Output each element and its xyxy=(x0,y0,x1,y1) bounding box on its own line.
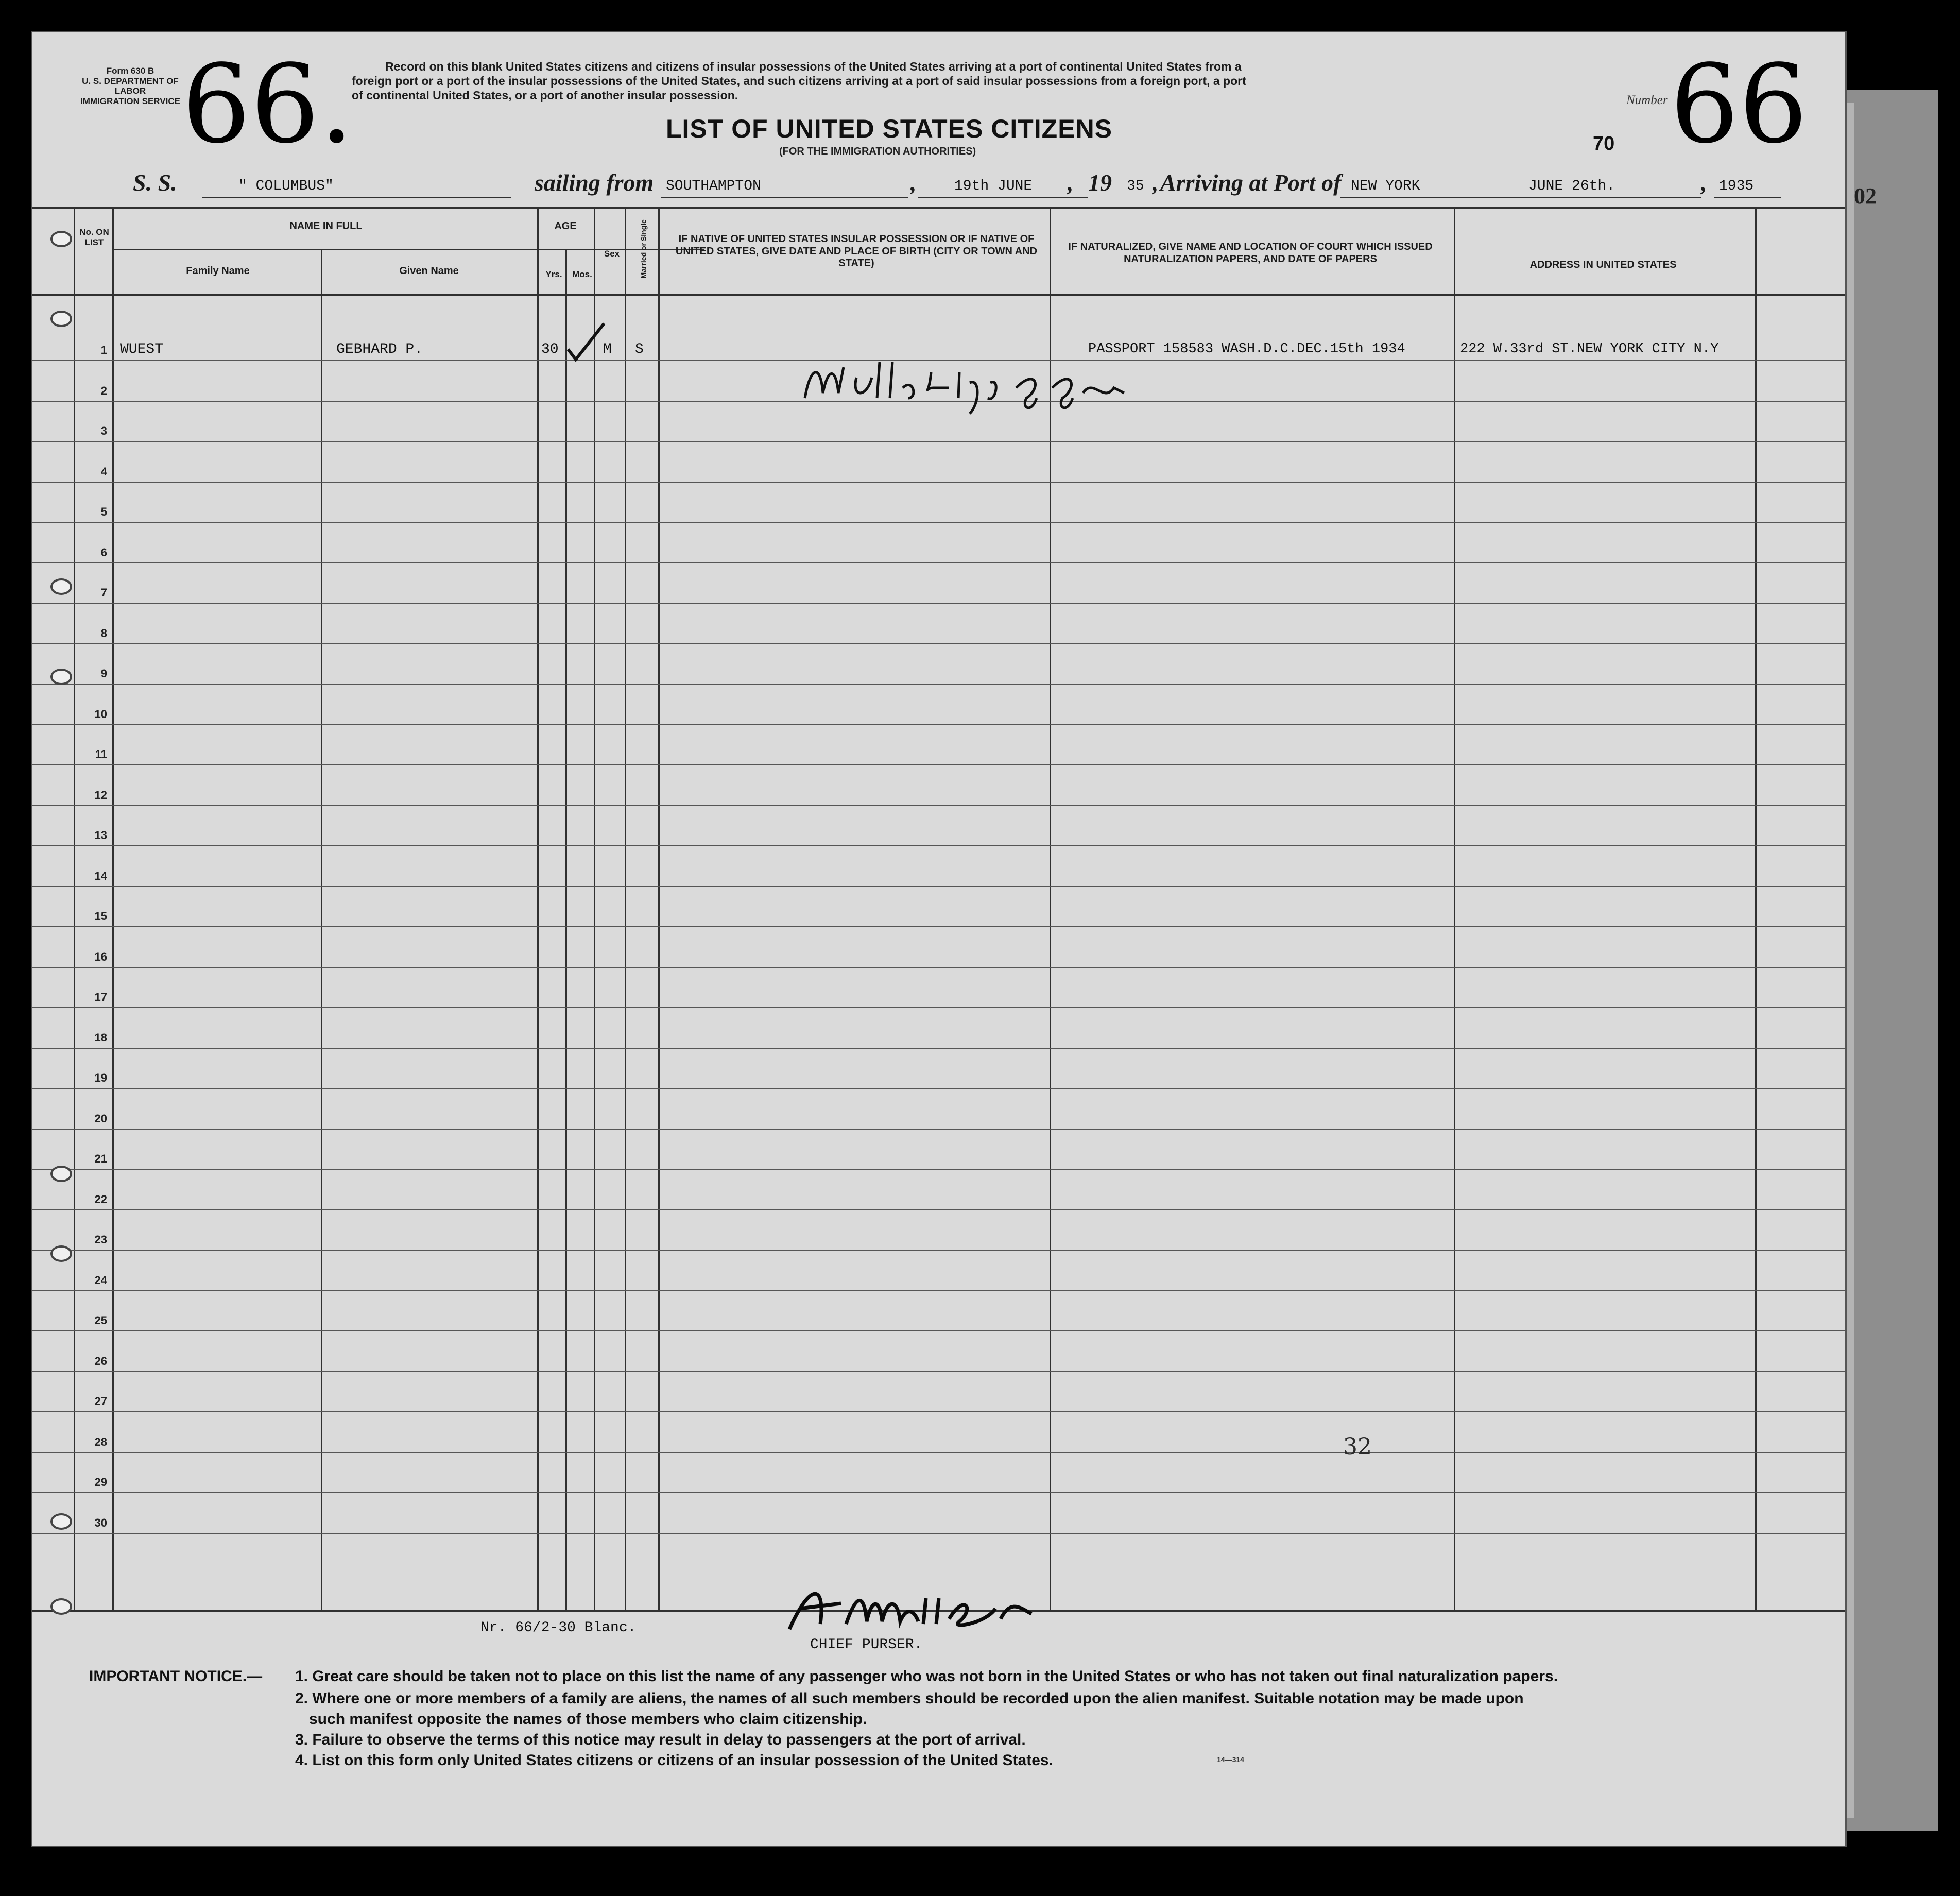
row-number: 5 xyxy=(100,505,107,518)
row-rule xyxy=(32,724,1845,725)
row-number: 13 xyxy=(94,829,107,842)
ship-underline xyxy=(202,197,511,198)
col-family-header: Family Name xyxy=(186,265,250,277)
row-rule xyxy=(32,1007,1845,1008)
row-rule xyxy=(32,1290,1845,1291)
row-number: 29 xyxy=(94,1476,107,1489)
col-age-header: AGE xyxy=(554,220,577,232)
row-rule xyxy=(32,1129,1845,1130)
row-rule xyxy=(32,886,1845,887)
binder-hole xyxy=(50,1245,72,1262)
row-number: 3 xyxy=(100,424,107,437)
row-marital: S xyxy=(635,341,644,357)
row-sex: M xyxy=(603,341,612,357)
row-naturalization: PASSPORT 158583 WASH.D.C.DEC.15th 1934 xyxy=(1088,341,1405,357)
row-number: 30 xyxy=(94,1516,107,1529)
arrival-port-underline xyxy=(1340,197,1701,198)
col-yrs-header: Yrs. xyxy=(545,269,562,279)
ss-label: S. S. xyxy=(133,169,177,196)
arrival-year: 1935 xyxy=(1719,178,1754,194)
sail-year: 35 xyxy=(1127,178,1144,194)
arrival-port: NEW YORK xyxy=(1351,178,1420,194)
row-number: 2 xyxy=(100,384,107,397)
form-id-line: IMMIGRATION SERVICE xyxy=(80,96,180,106)
row-number: 22 xyxy=(94,1193,107,1206)
ship-name: " COLUMBUS" xyxy=(238,178,334,194)
col-native-header: IF NATIVE OF UNITED STATES INSULAR POSSESSION OR IF NATIVE OF UNITED STATES, GIVE DATE AND PLACE OF BIRTH (CITY OR TOWN AND STATE) xyxy=(675,233,1038,269)
col-married-header: Married or Single xyxy=(639,219,648,279)
row-number: 17 xyxy=(94,990,107,1003)
notice-item: 2. Where one or more members of a family are aliens, the names of all such members should be recorded upon the alien manifest. Suitable notation may be made upon xyxy=(295,1690,1524,1707)
number-label: Number xyxy=(1626,93,1668,107)
row-rule xyxy=(32,441,1845,442)
row-address: 222 W.33rd ST.NEW YORK CITY N.Y xyxy=(1460,341,1719,357)
small-number: 70 xyxy=(1593,133,1615,155)
row-number: 18 xyxy=(94,1031,107,1044)
instruction-line: of continental United States, or a port of another insular possession. xyxy=(352,89,738,103)
row-rule xyxy=(32,764,1845,765)
row-given-name: GEBHARD P. xyxy=(336,341,423,357)
notice-item: 3. Failure to observe the terms of this notice may result in delay to passengers at the port of arrival. xyxy=(295,1731,1026,1748)
notice-item: 1. Great care should be taken not to place on this list the name of any passenger who was not born in the United States or who has not taken out final naturalization papers. xyxy=(295,1668,1558,1685)
row-number: 7 xyxy=(100,586,107,599)
table-top-border xyxy=(32,207,1845,209)
signature-title: CHIEF PURSER. xyxy=(810,1637,923,1653)
row-rule xyxy=(32,1411,1845,1412)
row-number: 15 xyxy=(94,910,107,923)
row-rule xyxy=(32,1169,1845,1170)
row-age: 30 xyxy=(541,341,559,357)
col-address-header: ADDRESS IN UNITED STATES xyxy=(1529,259,1677,270)
row-rule xyxy=(32,684,1845,685)
arrival-date: JUNE 26th. xyxy=(1528,178,1615,194)
instructions xyxy=(352,59,1246,103)
sail-date-underline xyxy=(918,197,1088,198)
row-number: 27 xyxy=(94,1395,107,1408)
form-id-line: U. S. DEPARTMENT OF LABOR xyxy=(82,76,179,96)
col-no-header: No. ON LIST xyxy=(79,227,109,248)
arriving-label: Arriving at Port of xyxy=(1160,169,1342,196)
row-rule xyxy=(32,1330,1845,1331)
row-rule xyxy=(32,1533,1845,1534)
row-rule xyxy=(32,643,1845,644)
row-number: 11 xyxy=(95,748,107,761)
print-code: 14—314 xyxy=(1217,1755,1244,1764)
binder-hole xyxy=(50,311,72,327)
row-number: 26 xyxy=(94,1355,107,1368)
arrival-year-underline xyxy=(1714,197,1781,198)
binder-hole xyxy=(50,578,72,595)
checkmark-icon xyxy=(563,321,609,367)
col-rule xyxy=(74,208,75,1611)
row-family-name: WUEST xyxy=(120,341,164,357)
header-bottom-border xyxy=(32,294,1845,296)
row-rule xyxy=(32,926,1845,927)
sail-date: 19th JUNE xyxy=(954,178,1033,194)
row-number: 8 xyxy=(100,627,107,640)
row-number: 9 xyxy=(100,667,107,680)
row-number: 28 xyxy=(94,1436,107,1448)
col-rule xyxy=(594,208,595,1611)
comma: , xyxy=(1153,169,1159,196)
form-subtitle: (FOR THE IMMIGRATION AUTHORITIES) xyxy=(779,146,976,157)
binder-hole xyxy=(50,1513,72,1530)
form-title: LIST OF UNITED STATES CITIZENS xyxy=(666,114,1113,143)
row-rule xyxy=(32,967,1845,968)
row-number: 16 xyxy=(94,950,107,963)
form-id-block xyxy=(79,66,182,106)
row-number: 14 xyxy=(94,869,107,882)
row-rule xyxy=(32,805,1845,806)
col-rule xyxy=(1755,208,1757,1611)
row-rule xyxy=(32,1492,1845,1493)
instruction-line: foreign port or a port of the insular possessions of the United States, and such citizens arriving at a port of said insular possessions from a foreign port, a port xyxy=(352,74,1246,88)
form-reference: Nr. 66/2-30 Blanc. xyxy=(480,1620,637,1636)
row-number: 10 xyxy=(94,708,107,721)
binder-hole xyxy=(50,1166,72,1182)
row-number: 12 xyxy=(94,789,107,801)
row-number: 23 xyxy=(94,1233,107,1246)
list-number-left: 66. xyxy=(182,41,354,167)
col-sex-header: Sex xyxy=(604,249,620,259)
binder-hole xyxy=(50,1598,72,1615)
row-rule xyxy=(32,522,1845,523)
col-given-header: Given Name xyxy=(399,265,459,277)
from-port-underline xyxy=(661,197,908,198)
binder-hole xyxy=(50,669,72,685)
row-rule xyxy=(32,1250,1845,1251)
binder-hole xyxy=(50,231,72,247)
col-mos-header: Mos. xyxy=(572,269,592,279)
col-name-header: NAME IN FULL xyxy=(289,220,363,232)
row-number: 6 xyxy=(100,546,107,559)
row-rule xyxy=(32,1452,1845,1453)
comma: , xyxy=(910,169,917,196)
notice-item: 4. List on this form only United States citizens or citizens of an insular possession of the United States. xyxy=(295,1752,1053,1769)
col-rule xyxy=(112,208,114,1611)
comma: , xyxy=(1701,169,1707,196)
handwritten-inspector-note xyxy=(795,357,1207,419)
col-rule xyxy=(658,208,660,1611)
col-rule xyxy=(1454,208,1455,1611)
row-rule xyxy=(32,562,1845,563)
sailing-label: sailing from xyxy=(535,169,654,196)
row-number: 24 xyxy=(94,1274,107,1287)
row-number: 25 xyxy=(94,1314,107,1327)
page-count: 32 xyxy=(1343,1433,1372,1460)
row-number: 1 xyxy=(100,344,107,356)
row-rule xyxy=(32,1048,1845,1049)
notice-label: IMPORTANT NOTICE.— xyxy=(89,1668,263,1685)
row-number: 4 xyxy=(100,465,107,478)
col-rule xyxy=(565,249,567,1611)
row-rule xyxy=(32,1088,1845,1089)
row-number: 21 xyxy=(94,1152,107,1165)
notice-item: such manifest opposite the names of those members who claim citizenship. xyxy=(309,1711,867,1728)
col-naturalized-header: IF NATURALIZED, GIVE NAME AND LOCATION OF COURT WHICH ISSUED NATURALIZATION PAPERS, AND DATE OF PAPERS xyxy=(1068,241,1433,265)
row-rule xyxy=(32,603,1845,604)
col-rule xyxy=(321,249,322,1611)
row-rule xyxy=(32,1371,1845,1372)
instruction-line: Record on this blank United States citizens and citizens of insular possessions of the United States arriving at a port of continental United States from a xyxy=(385,60,1242,73)
row-rule xyxy=(32,482,1845,483)
col-rule xyxy=(537,208,539,1611)
row-rule xyxy=(32,845,1845,846)
row-number: 19 xyxy=(94,1071,107,1084)
year-prefix: 19 xyxy=(1088,169,1112,196)
form-id-line: Form 630 B xyxy=(106,66,154,76)
row-number: 20 xyxy=(94,1112,107,1125)
manifest-sheet xyxy=(31,31,1847,1847)
comma: , xyxy=(1068,169,1074,196)
from-port: SOUTHAMPTON xyxy=(666,178,761,194)
underlying-sheet-mark: 02 xyxy=(1854,183,1877,209)
signature-text xyxy=(779,1598,873,1622)
col-rule xyxy=(625,208,626,1611)
list-number-right: 66 xyxy=(1670,41,1808,167)
row-rule xyxy=(32,1209,1845,1210)
